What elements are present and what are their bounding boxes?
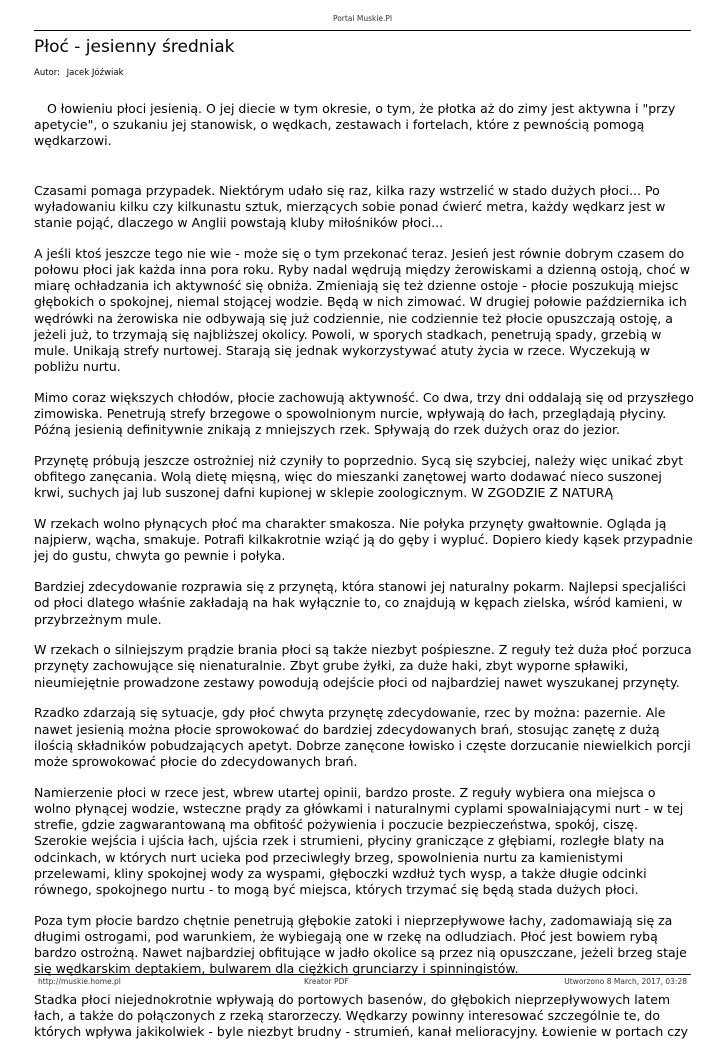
article-paragraph: Przynętę próbują jeszcze ostrożniej niż czyniły to poprzednio. Sycą się szybciej, należy więc unikać zbyt obfitego zanęcania. Wolą dietę mięsną, więc do mieszanki zanętowej warto dodawać nieco suszonej krwi, suchych jaj lub suszonej dafni kupionej w sklepie zoologicznym. W ZGODZIE Z NATURĄ bbox=[34, 452, 684, 501]
author-name: Jacek Jóźwiak bbox=[66, 68, 124, 78]
article-paragraph: Mimo coraz większych chłodów, płocie zachowują aktywność. Co dwa, trzy dni oddalają się od przyszłego zimowiska. Penetrują strefy brzegowe o spowolnionym nurcie, wpływają do łach, przeglądają płyciny. Późną jesienią definitywnie znikają z mniejszych rzek. Spływają do rzek dużych oraz do jezior. bbox=[34, 389, 694, 438]
footer-url: http://muskie.home.pl bbox=[38, 977, 121, 986]
article-paragraph: Bardziej zdecydowanie rozprawia się z przynętą, która stanowi jej naturalny pokarm. Najlepsi specjaliści od płoci dlatego właśnie zakładają na hak wyłącznie to, co znajdują w kępach zielska, wśród kamieni, w przybrzeżnym mule. bbox=[34, 579, 686, 627]
article-paragraph: Czasami pomaga przypadek. Niektórym udało się raz, kilka razy wstrzelić w stado dużych płoci... Po wyładowaniu kilku czy kilkunastu sztuk, mierzących sobie ponad ćwierć metra, każdy wędkarz jest w stanie pojąć, dlaczego w Anglii powstają kluby miłośników płoci... bbox=[34, 182, 666, 231]
article-paragraph: Poza tym płocie bardzo chętnie penetrują głębokie zatoki i nieprzepływowe łachy, zadomawiają się za długimi ostrogami, pod warunkiem, że wybiegają one w rzekę na odludziach. Płoć jest bowiem rybą bardzo ostrożną. Nawet najbardziej obfitujące w jadło okolice są przez nią opuszczane, jeżeli brzeg staje się wędkarskim deptakiem, bulwarem dla ciężkich grunciarzy i spinningistów. bbox=[34, 912, 687, 977]
article-body bbox=[34, 101, 694, 1055]
article-title: Płoć - jesienny średniak bbox=[34, 37, 235, 57]
author-label: Autor: bbox=[34, 68, 60, 78]
footer-created: Utworzono 8 March, 2017, 03:28 bbox=[564, 977, 687, 986]
page-footer bbox=[34, 974, 691, 989]
author-line bbox=[34, 68, 124, 78]
footer-creator: Kreator PDF bbox=[304, 977, 349, 986]
page-header bbox=[34, 14, 691, 31]
article-paragraph: A jeśli ktoś jeszcze tego nie wie - może się o tym przekonać teraz. Jesień jest równie dobrym czasem do połowu płoci jak każda inna pora roku. Ryby nadal wędrują między żerowiskami a dzienną ostoją, choć w miarę ochładzania ich aktywność się obniża. Zmieniają się też dzienne ostoje - płocie poszukują miejsc głębokich o spokojnej, niemal stojącej wodzie. Będą w nich zimować. W drugiej połowie października ich wędrówki na żerowiska nie odbywają się już codziennie, nie codziennie też płocie opuszczają ostoję, a jeżeli już, to trzymają się najbliższej okolicy. Powoli, w sporych stadkach, penetrują spady, grzebią w mule. Unikają strefy nurtowej. Starają się jednak wykorzystywać atuty życia w rzece. Wyczekują w pobliżu nurtu. bbox=[34, 245, 690, 375]
article-paragraph: Namierzenie płoci w rzece jest, wbrew utartej opinii, bardzo proste. Z reguły wybiera ona miejsca o wolno płynącej wodzie, wsteczne prądy za główkami i naturalnymi cyplami spowalniającymi nurt - w tej strefie, gdzie zagwarantowaną ma obfitość pożywienia i poczucie bezpieczeństwa, spokój, ciszę. Szerokie wejścia i ujścia łach, ujścia rzek i strumieni, płyciny graniczące z głębiami, rozległe blaty na odcinkach, w których nurt ucieka pod przeciwległy brzeg, spowolnienia nurtu za kamienistymi przelewami, kliny spokojnej wody za wyspami, głęboczki wzdłuż tych wysp, a także długie odcinki równego, spokojnego nurtu - to mogą być miejsca, których trzymać się będą stada dużych płoci. bbox=[34, 784, 684, 897]
article-paragraph: Stadka płoci niejednokrotnie wpływają do portowych basenów, do głębokich nieprzepływowych latem łach, a także do połączonych z rzeką starorzeczy. Wędkarzy powinny interesować szczególnie te, do których wpływa jakikolwiek - byle niezbyt brudny - strumień, kanał melioracyjny. Łowienie w portach czy bbox=[34, 991, 689, 1040]
article-paragraph: Rzadko zdarzają się sytuacje, gdy płoć chwyta przynętę zdecydowanie, rzec by można: pazernie. Ale nawet jesienią można płocie sprowokować do bardziej zdecydowanych brań, stosując zanętę z dużą ilością składników pobudzających apetyt. Dobrze zanęcone łowisko i częste dorzucanie niewielkich porcji może sprowokować płocie do zdecydowanych brań. bbox=[34, 705, 691, 769]
article-paragraph: W rzekach wolno płynących płoć ma charakter smakosza. Nie połyka przynęty gwałtownie. Ogląda ją najpierw, wącha, smakuje. Potrafi kilkakrotnie wziąć ją do gęby i wypluć. Dopiero kiedy kąsek przypadnie jej do gustu, chwyta go pewnie i połyka. bbox=[34, 516, 693, 564]
article-lead: O łowieniu płoci jesienią. O jej diecie w tym okresie, o tym, że płotka aż do zimy jest aktywna i "przy apetycie", o szukaniu jej stanowisk, o wędkach, zestawach i fortelach, które z pewnością pomogą wędkarzowi. bbox=[34, 101, 676, 149]
article-paragraph: W rzekach o silniejszym prądzie brania płoci są także niezbyt pośpieszne. Z reguły też duża płoć porzuca przynęty zachowujące się nienaturalnie. Zbyt grube żyłki, za duże haki, zbyt wyporne spławiki, nieumiejętnie prowadzone zestawy powodują odejście płoci od najbardziej nawet wyszukanej przynęty. bbox=[34, 642, 692, 690]
site-name: Portal Muskie.Pl bbox=[332, 14, 393, 23]
